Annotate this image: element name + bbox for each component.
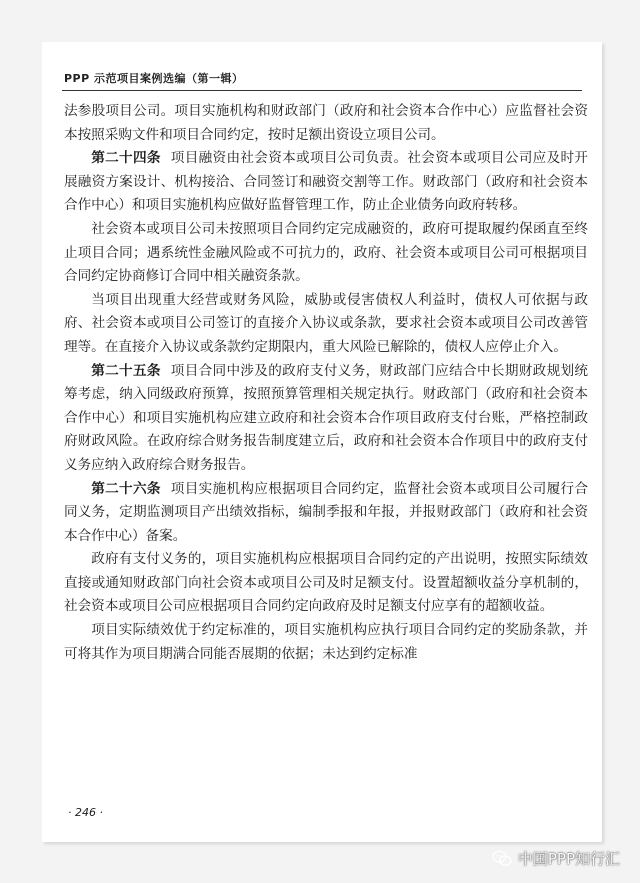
paragraph: 第二十六条 项目实施机构应根据项目合同约定，监督社会资本或项目公司履行合同义务，定期监测项目产出绩效指标，编制季报和年报，并报财政部门（政府和社会资本合作中心）备案。 [64,480,589,544]
paragraph: 政府有支付义务的，项目实施机构应根据项目合同约定的产出说明，按照实际绩效直接或通知财政部门向社会资本或项目公司及时足额支付。设置超额收益分享机制的，社会资本或项目公司应根据项目合同约定向政府及时足额支付应享有的超额收益。 [64,551,588,615]
paragraph: 项目实际绩效优于约定标准的，项目实施机构应执行项目合同约定的奖励条款，并可将其作为项目期满合同能否展期的依据；未达到约定标准 [64,622,588,662]
watermark [492,848,620,869]
paragraph: 社会资本或项目公司未按照项目合同约定完成融资的，政府可提取履约保函直至终止项目合同；遇系统性金融风险或不可抗力的，政府、社会资本或项目公司可根据项目合同约定协商修订合同中相关融资条款。 [64,220,588,285]
paragraph: 法参股项目公司。项目实施机构和财政部门（政府和社会资本合作中心）应监督社会资本按照采购文件和项目合同约定，按时足额出资设立项目公司。 [64,103,588,143]
paragraph: 第二十五条 项目合同中涉及的政府支付义务，财政部门应结合中长期财政规划统筹考虑，纳入同级政府预算，按照预算管理相关规定执行。财政部门（政府和社会资本合作中心）和项目实施机构应建立政府和社会资本合作项目政府支付台账，严格控制政府财政风险。在政府综合财务报告制度建立后，政府和社会资本合作项目中的政府支付义务应纳入政府综合财务报告。 [64,362,589,473]
paragraph: 当项目出现重大经营或财务风险，威胁或侵害债权人利益时，债权人可依据与政府、社会资本或项目公司签订的直接介入协议或条款，要求社会资本或项目公司改善管理等。在直接介入协议或条款约定期限内，重大风险已解除的，债权人应停止介入。 [64,291,588,355]
header-divider [62,90,582,91]
watermark-text: 中国PPP知行汇 [517,850,620,868]
wechat-icon [492,850,512,868]
paragraph: 第二十四条 项目融资由社会资本或项目公司负责。社会资本或项目公司应及时开展融资方案设计、机构接洽、合同签订和融资交割等工作。财政部门（政府和社会资本合作中心）和项目实施机构应做好监督管理工作，防止企业债务向政府转移。 [64,150,589,214]
article-heading: 第二十五条 [91,362,161,379]
body-text [64,100,588,666]
article-heading: 第二十六条 [91,480,161,497]
article-heading: 第二十四条 [91,150,161,167]
document-page [42,42,602,842]
running-header: PPP 示范项目案例选编（第一辑） [64,72,244,85]
page-number: · 246 · [68,806,103,819]
